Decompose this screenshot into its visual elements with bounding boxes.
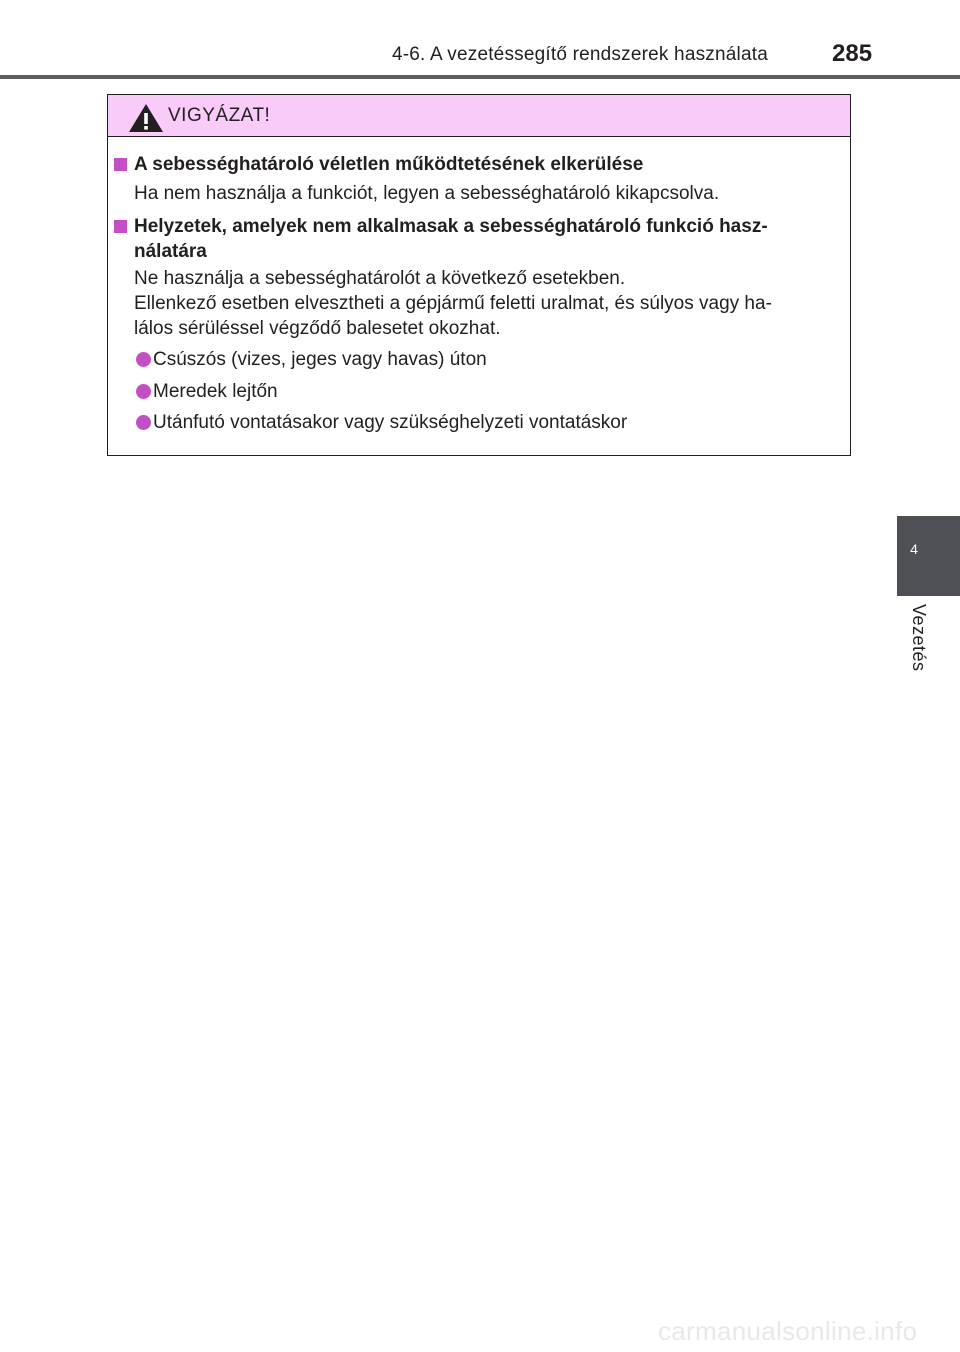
section-2-text-line2: Ellenkező esetben elvesztheti a gépjármű feletti uralmat, és súlyos vagy ha-: [134, 293, 772, 314]
caution-header: [108, 95, 850, 137]
section-2-text-line1: Ne használja a sebességhatárolót a következő esetekben.: [134, 268, 626, 289]
section-1-marker: [114, 158, 127, 171]
bullet-item: Meredek lejtőn: [153, 381, 278, 402]
section-2-heading-line2: nálatára: [134, 241, 207, 262]
section-1-heading: A sebességhatároló véletlen működtetésének elkerülése: [134, 154, 644, 175]
section-2-heading-line1: Helyzetek, amelyek nem alkalmasak a sebességhatároló funkció hasz-: [134, 216, 768, 237]
chapter-tab: [897, 516, 960, 596]
section-1-text: Ha nem használja a funkciót, legyen a sebességhatároló kikapcsolva.: [134, 183, 720, 204]
warning-triangle-icon: [128, 103, 164, 133]
bullet-item: Csúszós (vizes, jeges vagy havas) úton: [153, 349, 487, 370]
section-2-marker: [114, 220, 127, 233]
caution-box: [107, 94, 851, 456]
header-rule: [0, 75, 960, 79]
chapter-number: 4: [910, 541, 918, 557]
section-2-text-line3: lálos sérüléssel végződő balesetet okozhat.: [134, 318, 501, 339]
bullet-dot: [136, 352, 151, 367]
page-number: 285: [832, 40, 873, 67]
caution-title: VIGYÁZAT!: [168, 105, 271, 126]
chapter-label: Vezetés: [909, 604, 929, 672]
bullet-dot: [136, 384, 151, 399]
watermark: carmanualsonline.info: [658, 1316, 918, 1346]
bullet-item: Utánfutó vontatásakor vagy szükséghelyzeti vontatáskor: [153, 412, 628, 433]
header-section-title: 4-6. A vezetéssegítő rendszerek használata: [392, 44, 768, 65]
bullet-dot: [136, 415, 151, 430]
